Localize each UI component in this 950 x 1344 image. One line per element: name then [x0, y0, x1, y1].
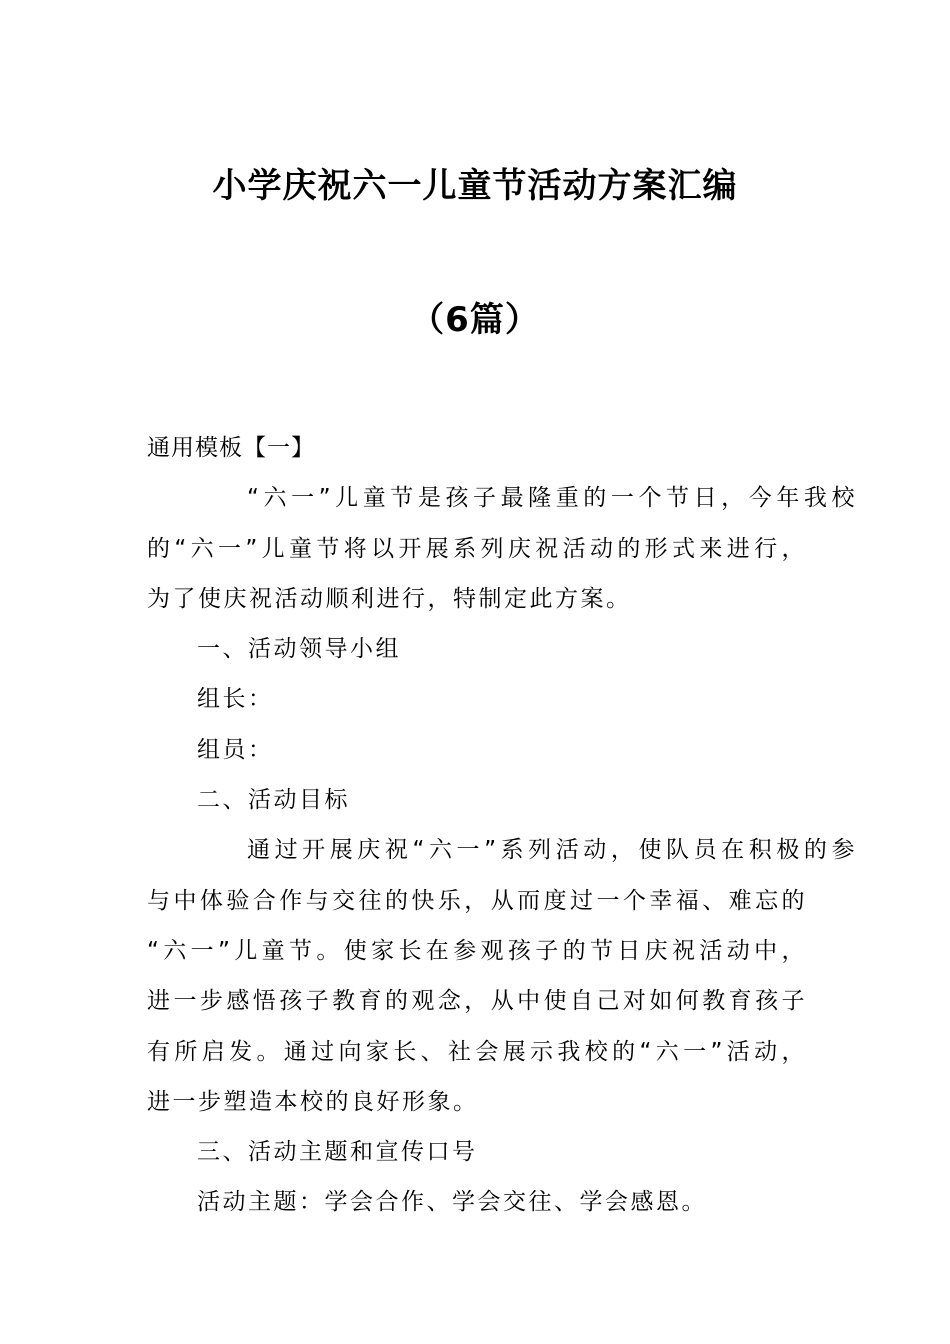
- goal-paragraph-line: [147, 1034, 807, 1084]
- goal-line-6: 进一步塑造本校的良好形象。: [147, 1088, 479, 1115]
- goal-paragraph-line: [147, 832, 857, 882]
- goal-line-3: “六一”儿童节。使家长在参观孩子的节日庆祝活动中，: [147, 937, 807, 964]
- document-title: 小学庆祝六一儿童节活动方案汇编: [212, 166, 738, 206]
- intro-paragraph-line: [147, 480, 857, 530]
- theme-line: 活动主题：学会合作、学会交往、学会感恩。: [197, 1189, 707, 1216]
- goal-line-5: 有所启发。通过向家长、社会展示我校的“六一”活动，: [147, 1038, 807, 1065]
- member-label: 组员：: [197, 736, 274, 763]
- leader-label: 组长：: [197, 686, 274, 713]
- goal-paragraph-line: [147, 933, 807, 983]
- goal-line-2: 与中体验合作与交往的快乐，从而度过一个幸福、难忘的: [147, 887, 807, 914]
- intro-line-3: 为了使庆祝活动顺利进行，特制定此方案。: [147, 585, 632, 612]
- section-3-heading: 三、活动主题和宣传口号: [197, 1139, 478, 1166]
- template-label: 通用模板【一】: [147, 435, 315, 461]
- goal-paragraph-line: [147, 983, 807, 1033]
- document-subtitle: （6篇）: [410, 300, 540, 340]
- goal-line-1: 通过开展庆祝“六一”系列活动，使队员在积极的参: [247, 837, 857, 864]
- intro-line-1: “六一”儿童节是孩子最隆重的一个节日，今年我校: [247, 485, 857, 512]
- goal-paragraph-line: [147, 883, 807, 933]
- intro-paragraph-line: [147, 531, 807, 581]
- goal-line-4: 进一步感悟孩子教育的观念，从中使自己对如何教育孩子: [147, 988, 807, 1015]
- section-1-heading: 一、活动领导小组: [197, 636, 401, 663]
- section-2-heading: 二、活动目标: [197, 787, 350, 814]
- document-body: [147, 430, 857, 1235]
- intro-line-2: 的“六一”儿童节将以开展系列庆祝活动的形式来进行，: [147, 535, 807, 562]
